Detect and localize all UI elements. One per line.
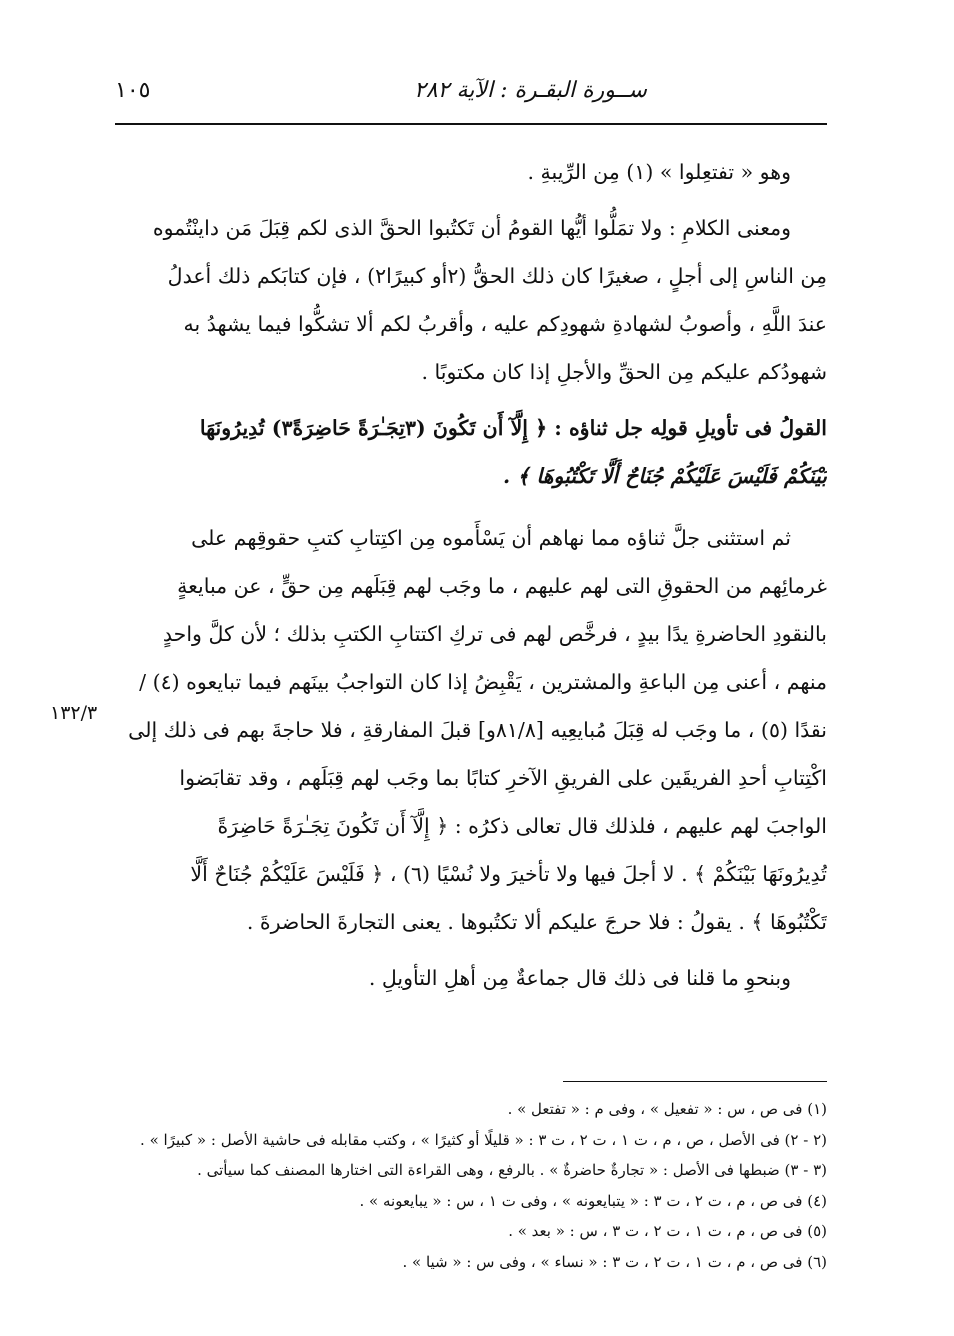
body-line: تُدِيرُونَهَا بَيْنَكُمْ ﴾ . لا أجلَ فيها ولا تأخيرَ ولا نُسْيًا (٦) ، ﴿ فَلَيْسَ عَلَيْكُمْ جُنَاحٌ أَلَّا [190,862,827,886]
margin-reference: ١٣٢/٣ [50,702,98,724]
footnote-rule [563,1081,827,1082]
body-line: شهودُكم عليكم مِن الحقِّ والأجلِ إذا كان مكتوبًا . [421,360,827,384]
footnotes [115,1094,827,1277]
footnote: (٥) فى ص ، م ، ت ١ ، ت ٢ ، ت ٣ ، س : « بعد » . [508,1222,827,1240]
body-line: نقدًا (٥) ، ما وجَب له قِبَلَ مُبايعِيه [٨١/٨و] قبلَ المفارقةِ ، فلا حاجةَ بهم فى ذلك إلى [128,718,827,742]
body-line: عندَ اللَّهِ ، وأصوبُ لشهادةِ شهودِكم عليه ، وأقربُ لكم ألا تشكُّوا فيما يشهدُ به [183,312,827,336]
body-line: ثم استثنى جلَّ ثناؤه مما نهاهم أن يَسْأَموه مِن اكتِتابِ كتبِ حقوقِهم على [191,526,791,550]
quran-verse-line: بَيْنَكُمْ فَلَيْسَ عَلَيْكُمْ جُنَاحٌ أَلَّا تَكْتُبُوهَا ﴾ . [503,464,827,488]
body-line: وبنحوِ ما قلنا فى ذلك قال جماعةٌ مِن أهلِ التأويلِ . [368,966,791,990]
section-heading-line: القولُ فى تأويلِ قولِه جل ثناؤه : ﴿ إِلَّآ أَن تَكُونَ (٣تِجَـٰرَةً حَاضِرَةً٣) تُدِيرُونَهَا [199,416,827,440]
body-line: ومعنى الكلامِ : ولا تمَلُّوا أيُّها القومُ أن تَكتُبوا الحقَّ الذى لكم قِبَلَ مَن داينْتُموه [152,216,791,240]
body-line: تَكْتُبُوهَا ﴾ . يقولُ : فلا حرجَ عليكم ألا تكتُبوها . يعنى التجارةَ الحاضرةَ . [246,910,827,934]
body-line: الواجبَ لهم عليهم ، فلذلك قال تعالى ذكرُه : ﴿ إِلَّآ أَن تَكُونَ تِجَـٰرَةً حَاضِرَةً [217,814,827,838]
footnote: (٤) فى ص ، م ، ت ٢ ، ت ٣ : « يتبايعونه » ، وفى ت ١ ، س : « يبايعونه » . [359,1191,827,1210]
body-line: اكْتِتابِ أحدِ الفريقَين على الفريقِ الآخرِ كتابًا بما وجَب لهم قِبَلَهم ، وقد تقابَضوا [179,766,827,790]
body-text [115,148,827,1002]
body-line: منهم ، أعنى مِن الباعةِ والمشترين ، يَقْبِضُ إذا كان التواجبُ بينَهم فيما تبايعوه (٤) / [139,670,827,694]
page-number: ١٠٥ [115,78,151,103]
page-header [115,78,827,118]
footnote: (٦) فى ص ، م ، ت ١ ، ت ٢ ، ت ٣ : « نساء » ، وفى س : « شيا » . [402,1252,827,1271]
body-line: بالنقودِ الحاضرةِ يدًا بيدٍ ، فرخَّص لهم فى تركِ اكتتابِ الكتبِ بذلك ؛ لأن كلَّ واحدٍ [162,622,827,646]
footnote: (٢ - ٢) فى الأصل ، ص ، م ، ت ١ ، ت ٢ ، ت ٣ : « قليلًا أو كثيرًا » ، وكتب مقابله فى حاشية الأصل : « كبيرًا » . [140,1130,827,1149]
footnote: (٣ - ٣) ضبطها فى الأصل : « تجارةٌ حاضرةٌ » . بالرفع ، وهى القراءة التى اختارها المصنف كما سيأتى . [197,1161,827,1179]
running-title: ســورة البقـرة : الآية ٢٨٢ [414,78,647,103]
body-line: مِن الناسِ إلى أجلٍ ، صغيرًا كان ذلك الحقُّ (٢أو كبيرًا٢) ، فإن كتابَكم ذلك أعدلُ [167,264,827,288]
header-rule [115,123,827,125]
body-line: غرمائِهم من الحقوقِ التى لهم عليهم ، ما وجَب لهم قِبَلَهم مِن حقٍّ ، عن مبايعةٍ [177,574,827,598]
body-line: وهو « تفتعِلوا » (١) مِن الرِّيبةِ . [527,160,791,184]
footnote: (١) فى ص ، س : « تفعيل » ، وفى م : « تفتعل » . [507,1100,827,1118]
